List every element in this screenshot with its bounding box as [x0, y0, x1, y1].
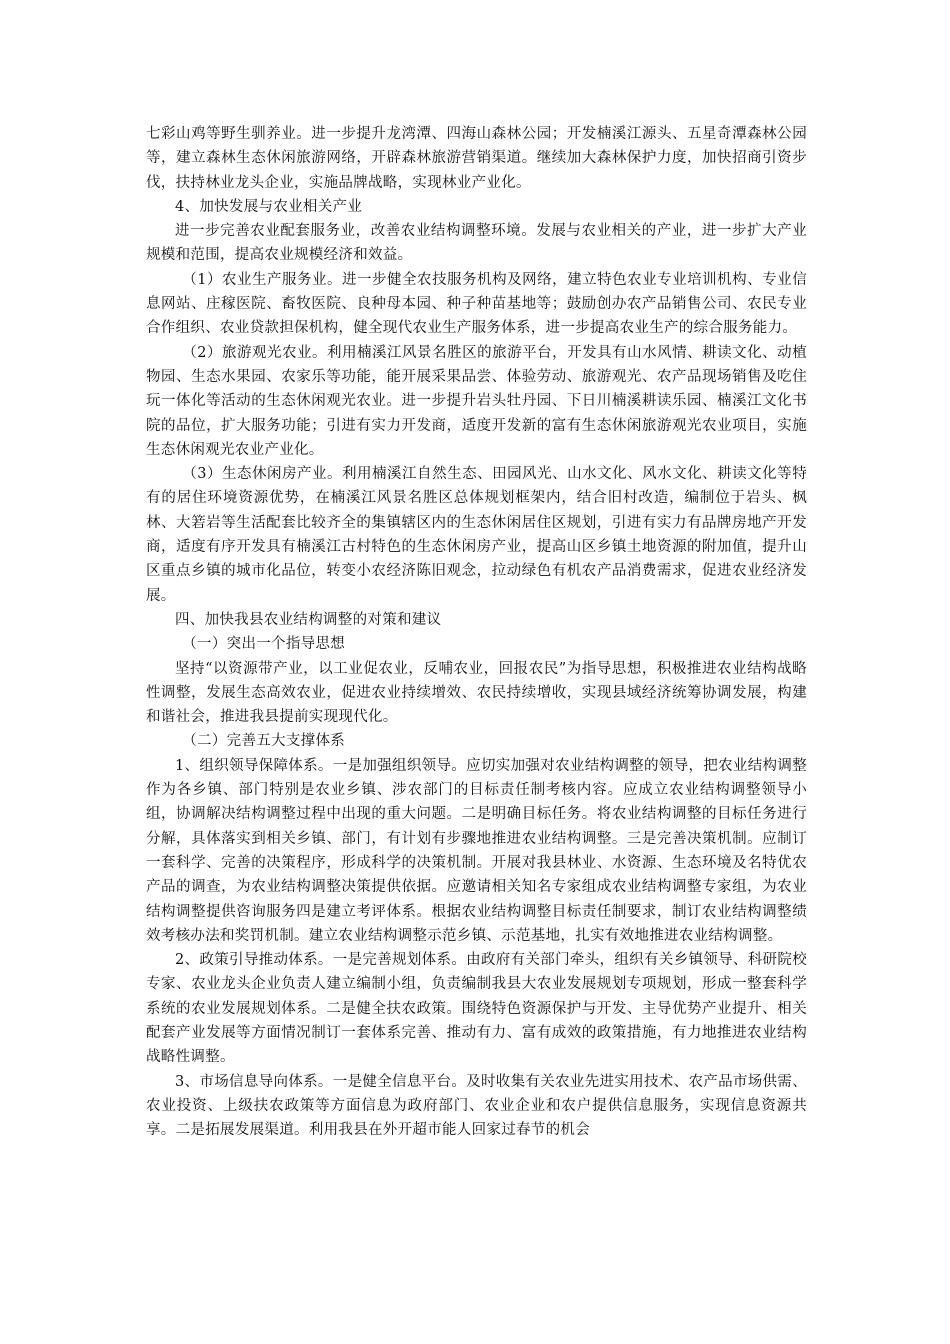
paragraph-policy-system: 2、政策引导推动体系。一是完善规划体系。由政府有关部门牵头，组织有关乡镇领导、科研院校专家、农业龙头企业负责人建立编制小组，负责编制我县大农业发展规划专项规划，形成一整套科学系统的农业发展规划体系。二是健全扶农政策。围绕特色资源保护与开发、主导优势产业提升、相关配套产业发展等方面情况制订一套体系完善、推动有力、富有成效的政策措施，有力地推进农业结构战略性调整。 — [146, 952, 807, 1066]
paragraph-leadership-system: 1、组织领导保障体系。一是加强组织领导。应切实加强对农业结构调整的领导，把农业结构调整作为各乡镇、部门特别是农业乡镇、涉农部门的目标责任制考核内容。应成立农业结构调整领导小组，协调解决结构调整过程中出现的重大问题。二是明确目标任务。将农业结构调整的目标任务进行分解，具体落实到相关乡镇、部门，有计划有步骤地推进农业结构调整。三是完善决策机制。应制订一套科学、完善的决策程序，形成科学的决策机制。开展对我县林业、水资源、生态环境及名特优农产品的调查，为农业结构调整决策提供依据。应邀请相关知名专家组成农业结构调整专家组，为农业结构调整提供咨询服务四是建立考评体系。根据农业结构调整目标责任制要求，制订农业结构调整绩效考核办法和奖罚机制。建立农业结构调整示范乡镇、示范基地，扎实有效地推进农业结构调整。 — [146, 757, 807, 944]
paragraph-guiding-idea: 坚持“以资源带产业，以工业促农业，反哺农业，回报农民”为指导思想，积极推进农业结构战略性调整，发展生态高效农业，促进农业持续增效、农民持续增收，实现县域经济统筹协调发展，构建和谐社会，推进我县提前实现现代化。 — [146, 660, 807, 726]
paragraph-tourism-agriculture: （2）旅游观光农业。利用楠溪江风景名胜区的旅游平台，开发具有山水风情、耕读文化、动植物园、生态水果园、农家乐等功能，能开展采果品尝、体验劳动、旅游观光、农产品现场销售及吃住玩一体化等活动的生态休闲观光农业。进一步提升岩头牡丹园、下日川楠溪耕读乐园、楠溪江文化书院的品位，扩大服务功能；引进有实力开发商，适度开发新的富有生态休闲旅游观光农业项目，实施生态休闲观光农业产业化。 — [146, 344, 807, 458]
subheading-five-support-systems: （二）完善五大支撑体系 — [182, 733, 346, 750]
subheading-guiding-idea: （一）突出一个指导思想 — [182, 636, 346, 653]
section-heading-countermeasures: 四、加快我县农业结构调整的对策和建议 — [175, 611, 442, 628]
section-heading-related-industries: 4、加快发展与农业相关产业 — [175, 198, 363, 215]
paragraph-related-industries-intro: 进一步完善农业配套服务业，改善农业结构调整环境。发展与农业相关的产业，进一步扩大产业规模和范围，提高农业规模经济和效益。 — [146, 223, 807, 264]
paragraph-production-services: （1）农业生产服务业。进一步健全农技服务机构及网络，建立特色农业专业培训机构、专业信息网站、庄稼医院、畜牧医院、良种母本园、种子种苗基地等；鼓励创办农产品销售公司、农民专业合作组织、农业贷款担保机构，健全现代农业生产服务体系，进一步提高农业生产的综合服务能力。 — [146, 271, 807, 337]
paragraph-eco-housing: （3）生态休闲房产业。利用楠溪江自然生态、田园风光、山水文化、风水文化、耕读文化等特有的居住环境资源优势，在楠溪江风景名胜区总体规划框架内，结合旧村改造，编制位于岩头、枫林、大箬岩等生活配套比较齐全的集镇辖区内的生态休闲居住区规划，引进有实力有品牌房地产开发商，适度有序开发具有楠溪江古村特色的生态休闲房产业，提高山区乡镇土地资源的附加值，提升山区重点乡镇的城市化品位，转变小农经济陈旧观念，拉动绿色有机农产品消费需求，促进农业经济发展。 — [146, 466, 807, 604]
document-body — [146, 122, 807, 1142]
paragraph-forestry-continued: 七彩山鸡等野生驯养业。进一步提升龙湾潭、四海山森林公园；开发楠溪江源头、五星奇潭森林公园等，建立森林生态休闲旅游网络，开辟森林旅游营销渠道。继续加大森林保护力度，加快招商引资步伐，扶持林业龙头企业，实施品牌战略，实现林业产业化。 — [146, 126, 807, 191]
paragraph-market-info-system: 3、市场信息导向体系。一是健全信息平台。及时收集有关农业先进实用技术、农产品市场供需、农业投资、上级扶农政策等方面信息为政府部门、农业企业和农户提供信息服务，实现信息资源共享。二是拓展发展渠道。利用我县在外开超市能人回家过春节的机会 — [146, 1073, 807, 1139]
